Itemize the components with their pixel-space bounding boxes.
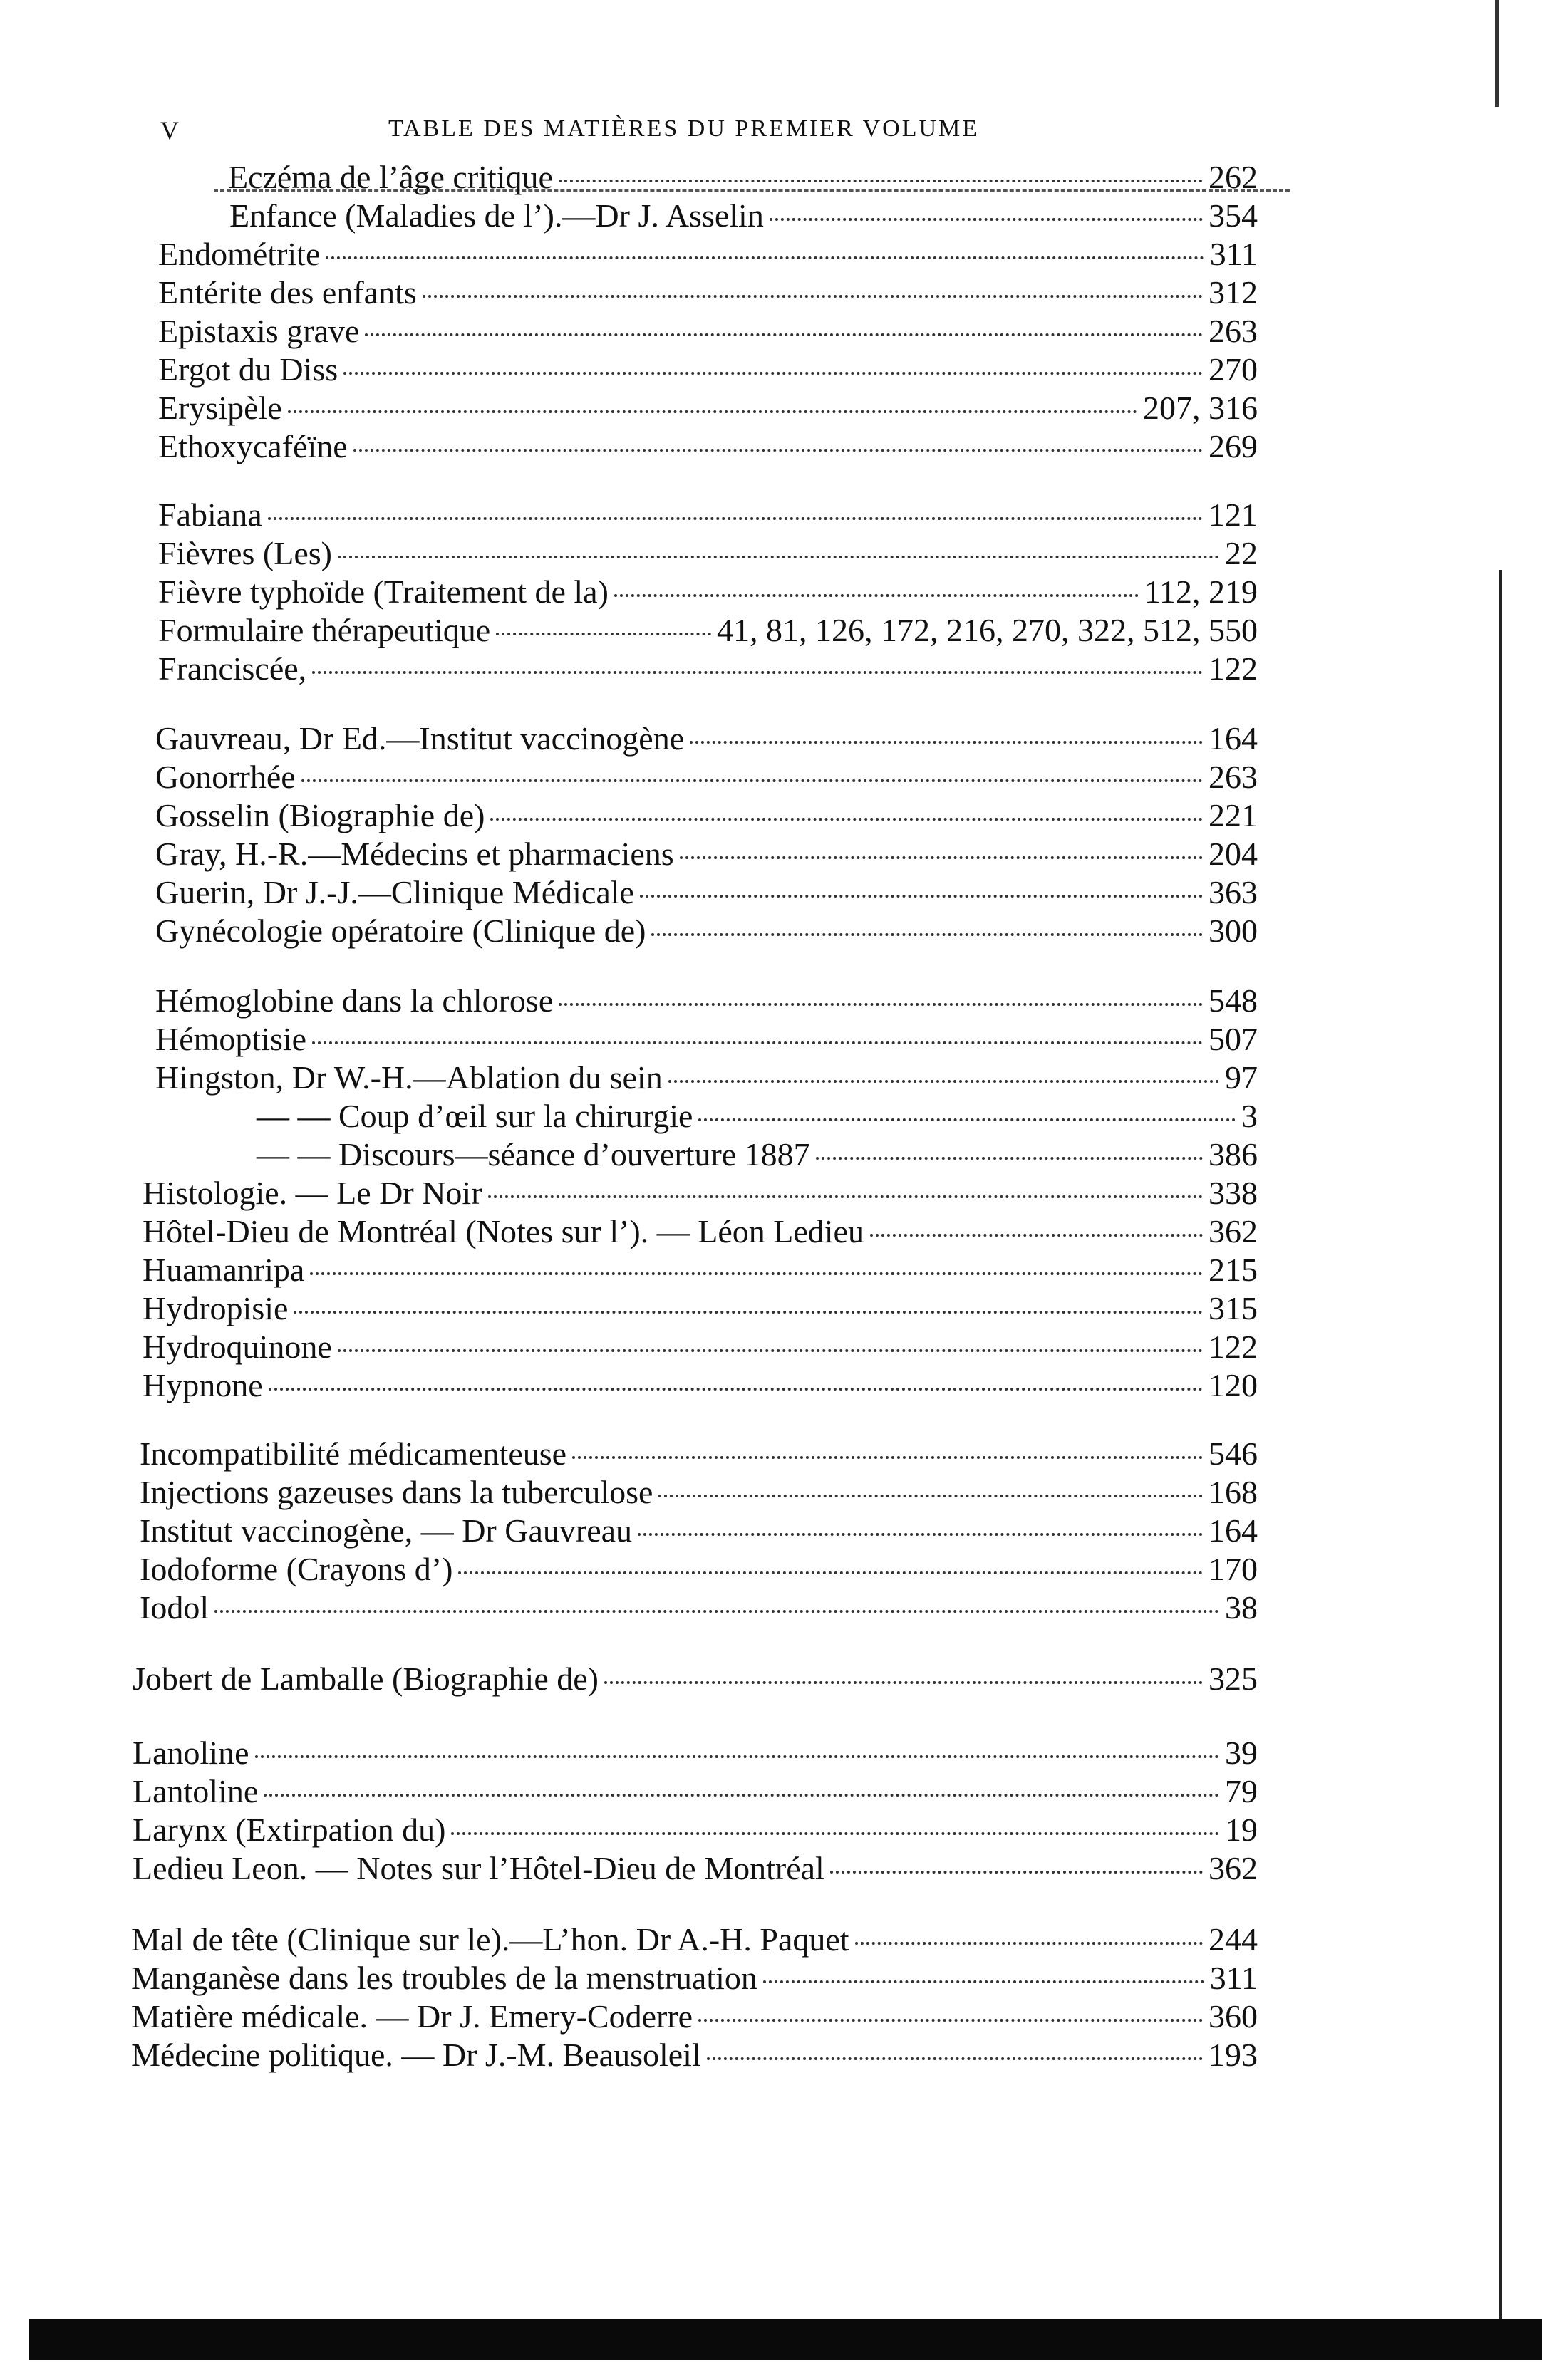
dot-leader bbox=[326, 256, 1204, 259]
index-entry bbox=[158, 274, 1258, 312]
entry-page-numbers: 311 bbox=[1209, 1960, 1258, 1996]
index-entry bbox=[133, 1849, 1258, 1888]
dot-leader bbox=[294, 1311, 1203, 1314]
dot-leader bbox=[214, 1610, 1219, 1613]
index-entry bbox=[155, 835, 1258, 873]
index-entry bbox=[155, 982, 1258, 1020]
dot-leader bbox=[353, 449, 1203, 452]
dot-leader bbox=[451, 1832, 1219, 1835]
dot-leader bbox=[668, 1080, 1219, 1083]
dot-leader bbox=[423, 295, 1203, 298]
entry-page-numbers: 363 bbox=[1209, 874, 1258, 910]
entry-page-numbers: 325 bbox=[1209, 1661, 1258, 1697]
index-entry bbox=[143, 1328, 1258, 1366]
entry-page-numbers: 270 bbox=[1209, 351, 1258, 388]
index-entry bbox=[158, 350, 1258, 389]
dot-leader bbox=[651, 933, 1203, 936]
entry-label: Gray, H.-R.—Médecins et pharmaciens bbox=[155, 836, 674, 872]
entry-page-numbers: 122 bbox=[1209, 1329, 1258, 1365]
entry-label: Fièvres (Les) bbox=[158, 535, 332, 571]
entry-label: Erysipèle bbox=[158, 390, 282, 426]
entry-label: Entérite des enfants bbox=[158, 274, 417, 311]
entry-page-numbers: 19 bbox=[1225, 1812, 1258, 1848]
entry-label: Lantoline bbox=[133, 1773, 259, 1809]
entry-label: — — Coup d’œil sur la chirurgie bbox=[257, 1098, 693, 1134]
dot-leader bbox=[658, 1495, 1203, 1497]
entry-page-numbers: 112, 219 bbox=[1144, 573, 1258, 610]
entry-label: Guerin, Dr J.-J.—Clinique Médicale bbox=[155, 874, 634, 910]
dot-leader bbox=[365, 333, 1203, 336]
dot-leader bbox=[458, 1571, 1203, 1574]
entry-page-numbers: 315 bbox=[1209, 1290, 1258, 1326]
dot-leader bbox=[707, 2057, 1203, 2060]
index-entry bbox=[257, 1097, 1258, 1136]
index-entry bbox=[257, 1136, 1258, 1174]
entry-page-numbers: 164 bbox=[1209, 1512, 1258, 1549]
index-entry bbox=[158, 312, 1258, 350]
dot-leader bbox=[604, 1681, 1203, 1684]
entry-label: Hypnone bbox=[143, 1367, 263, 1403]
entry-label: Matière médicale. — Dr J. Emery-Coderre bbox=[131, 1998, 693, 2035]
dot-leader bbox=[269, 1388, 1203, 1391]
entry-label: Injections gazeuses dans la tuberculose bbox=[140, 1474, 653, 1510]
entry-page-numbers: 362 bbox=[1209, 1213, 1258, 1249]
entry-label: Fièvre typhoïde (Traitement de la) bbox=[158, 573, 609, 610]
dot-leader bbox=[690, 741, 1203, 744]
entry-page-numbers: 3 bbox=[1241, 1098, 1258, 1134]
entry-page-numbers: 311 bbox=[1209, 236, 1258, 272]
index-entry bbox=[131, 1921, 1258, 1959]
index-entry bbox=[158, 235, 1258, 274]
entry-page-numbers: 170 bbox=[1209, 1551, 1258, 1587]
entry-label: Hydropisie bbox=[143, 1290, 289, 1326]
entry-label: Eczéma de l’âge critique bbox=[228, 159, 553, 195]
index-entry bbox=[155, 1020, 1258, 1059]
entry-label: Gosselin (Biographie de) bbox=[155, 797, 485, 833]
entry-label: Gonorrhée bbox=[155, 759, 296, 795]
dot-leader bbox=[640, 895, 1203, 898]
dot-leader bbox=[338, 556, 1219, 558]
entry-page-numbers: 263 bbox=[1209, 759, 1258, 795]
entry-page-numbers: 207, 316 bbox=[1143, 390, 1258, 426]
entry-label: Manganèse dans les troubles de la menstruation bbox=[131, 1960, 757, 1996]
entry-label: Institut vaccinogène, — Dr Gauvreau bbox=[140, 1512, 633, 1549]
index-entry bbox=[143, 1251, 1258, 1289]
page-edge-line bbox=[1499, 570, 1502, 2322]
entry-label: — — Discours—séance d’ouverture 1887 bbox=[257, 1136, 810, 1173]
entry-page-numbers: 262 bbox=[1209, 159, 1258, 195]
index-entry bbox=[133, 1811, 1258, 1849]
entry-page-numbers: 360 bbox=[1209, 1998, 1258, 2035]
entry-label: Jobert de Lamballe (Biographie de) bbox=[133, 1661, 599, 1697]
dot-leader bbox=[763, 1980, 1204, 1983]
index-entry bbox=[228, 158, 1258, 197]
entry-page-numbers: 41, 81, 126, 172, 216, 270, 322, 512, 550 bbox=[717, 612, 1258, 648]
dot-leader bbox=[855, 1942, 1203, 1945]
entry-label: Histologie. — Le Dr Noir bbox=[143, 1175, 482, 1211]
index-entry bbox=[158, 534, 1258, 573]
index-entry bbox=[143, 1366, 1258, 1405]
index-entry bbox=[140, 1473, 1258, 1512]
entry-label: Hôtel-Dieu de Montréal (Notes sur l’). — Léon Ledieu bbox=[143, 1213, 864, 1249]
entry-page-numbers: 204 bbox=[1209, 836, 1258, 872]
dot-leader bbox=[301, 779, 1203, 782]
entry-label: Incompatibilité médicamenteuse bbox=[140, 1435, 567, 1472]
dot-leader bbox=[312, 671, 1203, 674]
entry-page-numbers: 122 bbox=[1209, 650, 1258, 687]
entry-page-numbers: 263 bbox=[1209, 313, 1258, 349]
entry-page-numbers: 548 bbox=[1209, 982, 1258, 1019]
entry-page-numbers: 244 bbox=[1209, 1921, 1258, 1958]
entry-page-numbers: 193 bbox=[1209, 2037, 1258, 2073]
entry-page-numbers: 312 bbox=[1209, 274, 1258, 311]
index-entry bbox=[158, 427, 1258, 466]
dot-leader bbox=[680, 856, 1203, 859]
dot-leader bbox=[338, 1349, 1203, 1352]
entry-page-numbers: 269 bbox=[1209, 428, 1258, 464]
dot-leader bbox=[343, 372, 1203, 375]
entry-page-numbers: 338 bbox=[1209, 1175, 1258, 1211]
entry-label: Franciscée, bbox=[158, 650, 307, 687]
entry-page-numbers: 354 bbox=[1209, 197, 1258, 234]
entry-label: Médecine politique. — Dr J.-M. Beausoleil bbox=[131, 2037, 701, 2073]
index-entry bbox=[155, 719, 1258, 758]
dot-leader bbox=[830, 1871, 1203, 1874]
index-entry bbox=[131, 2036, 1258, 2074]
entry-page-numbers: 362 bbox=[1209, 1850, 1258, 1886]
dot-leader bbox=[490, 818, 1203, 821]
index-entry bbox=[158, 611, 1258, 650]
index-entry bbox=[143, 1212, 1258, 1251]
entry-label: Fabiana bbox=[158, 497, 262, 533]
running-head bbox=[160, 115, 1251, 151]
dot-leader bbox=[264, 1794, 1219, 1797]
entry-page-numbers: 39 bbox=[1225, 1735, 1258, 1771]
entry-label: Formulaire thérapeutique bbox=[158, 612, 491, 648]
entry-label: Hydroquinone bbox=[143, 1329, 332, 1365]
entry-label: Gauvreau, Dr Ed.—Institut vaccinogène bbox=[155, 720, 685, 757]
entry-label: Ergot du Diss bbox=[158, 351, 338, 388]
entry-label: Hingston, Dr W.-H.—Ablation du sein bbox=[155, 1059, 663, 1096]
index-entry bbox=[158, 650, 1258, 688]
page-edge-mark bbox=[1495, 0, 1499, 107]
entry-page-numbers: 215 bbox=[1209, 1252, 1258, 1288]
dot-leader bbox=[870, 1234, 1203, 1237]
dot-leader bbox=[312, 1041, 1203, 1044]
index-entry bbox=[133, 1734, 1258, 1772]
entry-label: Endométrite bbox=[158, 236, 321, 272]
entry-page-numbers: 97 bbox=[1225, 1059, 1258, 1096]
dot-leader bbox=[268, 517, 1203, 520]
index-entry bbox=[155, 758, 1258, 796]
dot-leader bbox=[496, 633, 711, 635]
dot-leader bbox=[572, 1456, 1203, 1459]
index-entry bbox=[131, 1997, 1258, 2036]
dot-leader bbox=[488, 1195, 1203, 1198]
dot-leader bbox=[638, 1533, 1203, 1536]
entry-label: Iodoforme (Crayons d’) bbox=[140, 1551, 453, 1587]
page-folio: V bbox=[160, 116, 181, 145]
index-entry bbox=[155, 796, 1258, 835]
entry-label: Ethoxycaféïne bbox=[158, 428, 348, 464]
entry-page-numbers: 507 bbox=[1209, 1021, 1258, 1057]
index-entry bbox=[158, 573, 1258, 611]
dot-leader bbox=[698, 2019, 1203, 2022]
dot-leader bbox=[614, 594, 1139, 597]
dot-leader bbox=[255, 1755, 1220, 1758]
running-title: TABLE DES MATIÈRES DU PREMIER VOLUME bbox=[388, 115, 980, 142]
index-entry bbox=[158, 389, 1258, 427]
entry-page-numbers: 22 bbox=[1225, 535, 1258, 571]
dot-leader bbox=[770, 218, 1203, 221]
entry-label: Huamanripa bbox=[143, 1252, 305, 1288]
entry-label: Hémoptisie bbox=[155, 1021, 307, 1057]
entry-page-numbers: 79 bbox=[1225, 1773, 1258, 1809]
index-entry bbox=[133, 1660, 1258, 1698]
index-entry bbox=[155, 873, 1258, 912]
entry-label: Larynx (Extirpation du) bbox=[133, 1812, 446, 1848]
dot-leader bbox=[816, 1157, 1203, 1160]
index-entry bbox=[155, 912, 1258, 950]
entry-page-numbers: 121 bbox=[1209, 497, 1258, 533]
index-entry bbox=[133, 1772, 1258, 1811]
dot-leader bbox=[310, 1272, 1203, 1275]
dot-leader bbox=[698, 1118, 1236, 1121]
entry-label: Hémoglobine dans la chlorose bbox=[155, 982, 554, 1019]
dot-leader bbox=[288, 410, 1137, 413]
index-entry bbox=[140, 1512, 1258, 1550]
index-entry bbox=[140, 1435, 1258, 1473]
dot-leader bbox=[559, 180, 1203, 182]
entry-label: Gynécologie opératoire (Clinique de) bbox=[155, 913, 646, 949]
entry-page-numbers: 546 bbox=[1209, 1435, 1258, 1472]
index-entry bbox=[140, 1589, 1258, 1627]
entry-label: Lanoline bbox=[133, 1735, 249, 1771]
entry-page-numbers: 120 bbox=[1209, 1367, 1258, 1403]
entry-page-numbers: 164 bbox=[1209, 720, 1258, 757]
index-entry bbox=[143, 1289, 1258, 1328]
index-entry bbox=[229, 197, 1258, 235]
index-entry bbox=[158, 496, 1258, 534]
index-entry bbox=[143, 1174, 1258, 1212]
index-entry bbox=[155, 1059, 1258, 1097]
entry-label: Epistaxis grave bbox=[158, 313, 360, 349]
entry-page-numbers: 386 bbox=[1209, 1136, 1258, 1173]
entry-label: Ledieu Leon. — Notes sur l’Hôtel-Dieu de Montréal bbox=[133, 1850, 824, 1886]
entry-label: Iodol bbox=[140, 1589, 209, 1626]
entry-label: Enfance (Maladies de l’).—Dr J. Asselin bbox=[229, 197, 764, 234]
index-entry bbox=[131, 1959, 1258, 1997]
entry-page-numbers: 221 bbox=[1209, 797, 1258, 833]
entry-page-numbers: 38 bbox=[1225, 1589, 1258, 1626]
dot-leader bbox=[559, 1003, 1203, 1006]
entry-page-numbers: 300 bbox=[1209, 913, 1258, 949]
entry-label: Mal de tête (Clinique sur le).—L’hon. Dr A.-H. Paquet bbox=[131, 1921, 849, 1958]
entry-page-numbers: 168 bbox=[1209, 1474, 1258, 1510]
index-entry bbox=[140, 1550, 1258, 1589]
scan-bottom-edge bbox=[29, 2319, 1542, 2360]
